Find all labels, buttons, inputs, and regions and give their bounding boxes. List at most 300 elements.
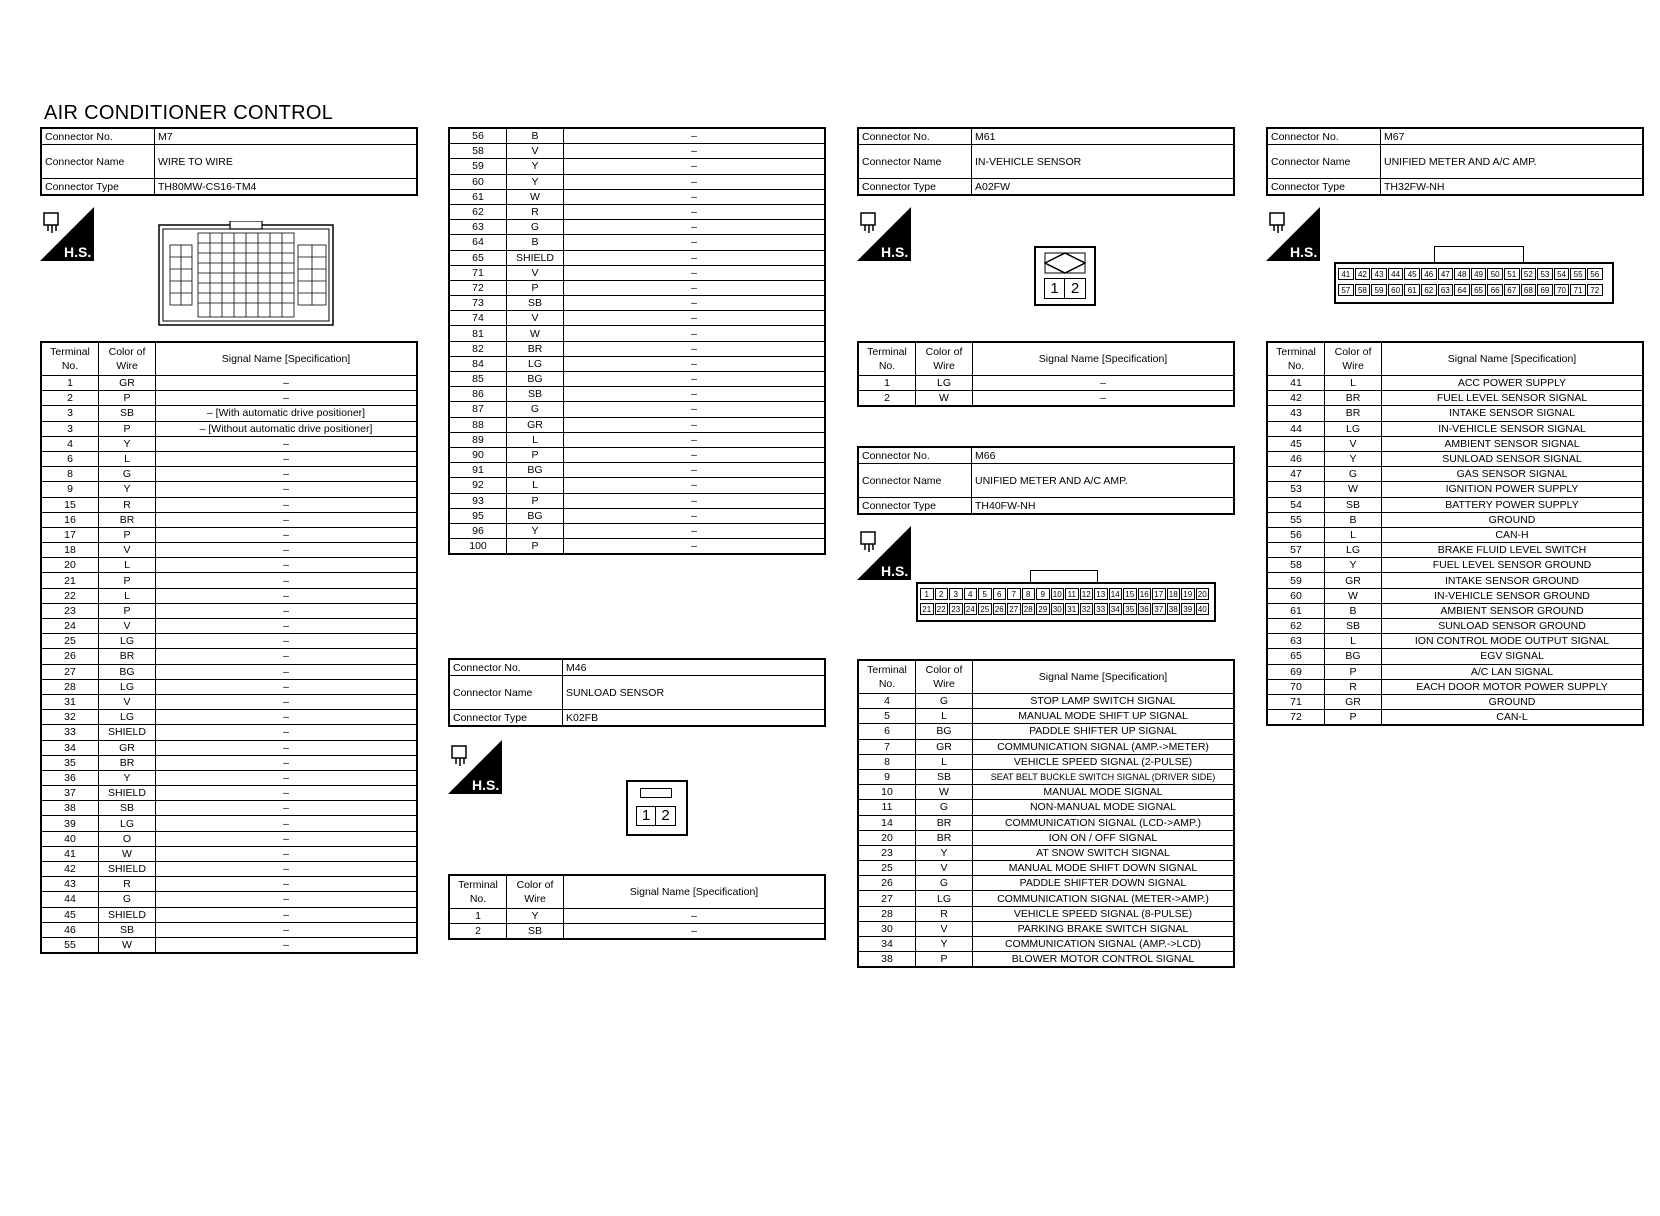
- terminal-no: 31: [41, 694, 99, 709]
- terminal-no: 45: [41, 907, 99, 922]
- terminal-no: 95: [449, 508, 507, 523]
- wire-color: BG: [1325, 649, 1382, 664]
- signal-name: COMMUNICATION SIGNAL (AMP.->METER): [973, 739, 1235, 754]
- wire-color: B: [1325, 512, 1382, 527]
- pin: 3: [949, 588, 963, 600]
- terminal-no-header: Terminal No.: [858, 342, 916, 376]
- signal-name: –: [564, 417, 826, 432]
- signal-name: GROUND: [1382, 512, 1644, 527]
- signal-name: –: [564, 311, 826, 326]
- terminal-no: 74: [449, 311, 507, 326]
- table-row: [1267, 679, 1643, 694]
- table-row: [41, 710, 417, 725]
- pin: 64: [1454, 284, 1470, 296]
- pin: 30: [1051, 603, 1065, 615]
- signal-name: –: [973, 391, 1235, 407]
- pin: 31: [1065, 603, 1079, 615]
- connector-type-label: Connector Type: [858, 498, 972, 515]
- wire-color: Y: [916, 937, 973, 952]
- connector-no-value: M7: [155, 128, 418, 145]
- wire-color: B: [507, 235, 564, 250]
- pin: 34: [1109, 603, 1123, 615]
- wire-color: SHIELD: [99, 907, 156, 922]
- table-row: [449, 417, 825, 432]
- connector-m66-face-icon: [916, 570, 1216, 622]
- connector-name-label: Connector Name: [449, 676, 563, 710]
- terminal-table-m46: [448, 874, 826, 940]
- table-row: [858, 845, 1234, 860]
- table-row: [1267, 573, 1643, 588]
- pin: 56: [1587, 268, 1603, 280]
- table-row: [449, 144, 825, 159]
- terminal-no: 44: [41, 892, 99, 907]
- wire-color: G: [916, 876, 973, 891]
- table-row: [1267, 649, 1643, 664]
- connector-name-value: UNIFIED METER AND A/C AMP.: [1381, 145, 1644, 179]
- table-row: [449, 280, 825, 295]
- connector-m46-face-icon: [626, 780, 688, 836]
- wire-color: SHIELD: [99, 862, 156, 877]
- hs-label: H.S.: [881, 563, 909, 579]
- terminal-no: 15: [41, 497, 99, 512]
- wire-color: SB: [99, 922, 156, 937]
- table-row: [41, 755, 417, 770]
- table-row: [449, 128, 825, 144]
- pin: 47: [1438, 268, 1454, 280]
- pin: 1: [1044, 278, 1065, 299]
- wire-color: V: [916, 861, 973, 876]
- table-row: [1267, 558, 1643, 573]
- terminal-no: 53: [1267, 482, 1325, 497]
- pin: 17: [1152, 588, 1166, 600]
- terminal-no: 8: [41, 467, 99, 482]
- terminal-no: 65: [1267, 649, 1325, 664]
- wire-color: GR: [916, 739, 973, 754]
- pin: 7: [1007, 588, 1021, 600]
- table-row: [41, 376, 417, 391]
- table-row: [449, 204, 825, 219]
- wire-color: GR: [1325, 573, 1382, 588]
- terminal-no: 56: [449, 128, 507, 144]
- table-row: [449, 402, 825, 417]
- pin: 72: [1587, 284, 1603, 296]
- terminal-no: 61: [449, 189, 507, 204]
- terminal-no: 72: [449, 280, 507, 295]
- wire-color: SHIELD: [99, 786, 156, 801]
- signal-name: –: [156, 376, 418, 391]
- terminal-no: 65: [449, 250, 507, 265]
- pin: 36: [1138, 603, 1152, 615]
- connector-m67-face-icon: [1334, 246, 1614, 304]
- connector-type-label: Connector Type: [1267, 179, 1381, 196]
- pin: 60: [1388, 284, 1404, 296]
- wire-color: G: [916, 694, 973, 709]
- wire-color: W: [99, 846, 156, 861]
- hs-label: H.S.: [1290, 244, 1318, 260]
- connector-m61: [857, 127, 1235, 196]
- wire-color: R: [507, 204, 564, 219]
- table-row: [858, 830, 1234, 845]
- table-row: [1267, 634, 1643, 649]
- connector-no-label: Connector No.: [1267, 128, 1381, 145]
- signal-name: EGV SIGNAL: [1382, 649, 1644, 664]
- pin: 26: [993, 603, 1007, 615]
- connector-name-label: Connector Name: [41, 145, 155, 179]
- wire-color: Y: [99, 436, 156, 451]
- terminal-no-header: Terminal No.: [1267, 342, 1325, 376]
- terminal-no: 46: [41, 922, 99, 937]
- terminal-no: 22: [41, 588, 99, 603]
- table-row: [449, 432, 825, 447]
- table-row: [449, 250, 825, 265]
- wire-color: V: [99, 694, 156, 709]
- pin: 1: [920, 588, 934, 600]
- signal-name: –: [156, 391, 418, 406]
- signal-name: –: [564, 235, 826, 250]
- table-row: [449, 924, 825, 940]
- terminal-no: 23: [858, 845, 916, 860]
- pin: 2: [1065, 278, 1086, 299]
- wire-color: Y: [507, 523, 564, 538]
- terminal-no: 92: [449, 478, 507, 493]
- table-row: [858, 861, 1234, 876]
- pin: 50: [1487, 268, 1503, 280]
- wire-color: BR: [99, 512, 156, 527]
- wire-color: SB: [916, 769, 973, 784]
- wire-color: W: [1325, 588, 1382, 603]
- signal-name: CAN-L: [1382, 710, 1644, 726]
- signal-header: Signal Name [Specification]: [564, 875, 826, 909]
- wire-color: P: [99, 527, 156, 542]
- wire-color: L: [507, 432, 564, 447]
- wire-color: W: [507, 189, 564, 204]
- signal-name: –: [564, 372, 826, 387]
- terminal-no: 10: [858, 785, 916, 800]
- wire-color: G: [99, 892, 156, 907]
- wire-color: BR: [99, 755, 156, 770]
- table-row: [1267, 406, 1643, 421]
- pin: 57: [1338, 284, 1354, 296]
- terminal-no: 5: [858, 709, 916, 724]
- signal-name: –: [156, 740, 418, 755]
- wire-color: P: [99, 391, 156, 406]
- connector-type-value: K02FB: [563, 710, 826, 727]
- signal-name: –: [564, 265, 826, 280]
- terminal-no: 25: [41, 634, 99, 649]
- wire-color: Y: [99, 770, 156, 785]
- table-row: [858, 376, 1234, 391]
- signal-name: VEHICLE SPEED SIGNAL (8-PULSE): [973, 906, 1235, 921]
- pin: 27: [1007, 603, 1021, 615]
- signal-name: PARKING BRAKE SWITCH SIGNAL: [973, 921, 1235, 936]
- signal-name: –: [973, 376, 1235, 391]
- wire-color: V: [916, 921, 973, 936]
- terminal-no: 71: [1267, 694, 1325, 709]
- terminal-no: 96: [449, 523, 507, 538]
- table-row: [858, 769, 1234, 784]
- terminal-no: 40: [41, 831, 99, 846]
- connector-type-label: Connector Type: [41, 179, 155, 196]
- table-row: [449, 311, 825, 326]
- table-row: [449, 909, 825, 924]
- pin: 21: [920, 603, 934, 615]
- signal-name: –: [156, 831, 418, 846]
- terminal-no: 47: [1267, 467, 1325, 482]
- signal-name: –: [564, 387, 826, 402]
- signal-name: –: [564, 220, 826, 235]
- signal-name: MANUAL MODE SIGNAL: [973, 785, 1235, 800]
- pin: 32: [1080, 603, 1094, 615]
- table-row: [41, 634, 417, 649]
- signal-name: –: [156, 710, 418, 725]
- wire-color: W: [1325, 482, 1382, 497]
- terminal-no: 89: [449, 432, 507, 447]
- table-row: [1267, 391, 1643, 406]
- wire-color: LG: [1325, 421, 1382, 436]
- terminal-no: 2: [449, 924, 507, 940]
- table-row: [41, 694, 417, 709]
- signal-name: –: [156, 877, 418, 892]
- wire-color: L: [916, 754, 973, 769]
- terminal-no: 1: [41, 376, 99, 391]
- terminal-no: 20: [858, 830, 916, 845]
- pin: 49: [1471, 268, 1487, 280]
- terminal-no: 21: [41, 573, 99, 588]
- wire-color: BG: [99, 664, 156, 679]
- table-row: [41, 421, 417, 436]
- pin: 55: [1570, 268, 1586, 280]
- terminal-no: 70: [1267, 679, 1325, 694]
- signal-name: –: [156, 937, 418, 953]
- wire-color: P: [1325, 710, 1382, 726]
- table-row: [449, 356, 825, 371]
- terminal-no: 27: [41, 664, 99, 679]
- pin: 29: [1036, 603, 1050, 615]
- wire-color: Y: [507, 174, 564, 189]
- table-row: [858, 694, 1234, 709]
- signal-name: GAS SENSOR SIGNAL: [1382, 467, 1644, 482]
- connector-m61-face-icon: [1034, 246, 1096, 306]
- terminal-no: 34: [858, 937, 916, 952]
- terminal-no: 100: [449, 539, 507, 555]
- wire-color: W: [916, 391, 973, 407]
- table-row: [1267, 588, 1643, 603]
- signal-name: COMMUNICATION SIGNAL (METER->AMP.): [973, 891, 1235, 906]
- wire-color: P: [507, 447, 564, 462]
- table-row: [1267, 710, 1643, 726]
- connector-no-value: M67: [1381, 128, 1644, 145]
- signal-name: – [With automatic drive positioner]: [156, 406, 418, 421]
- connector-no-value: M46: [563, 659, 826, 676]
- wire-color: Y: [1325, 558, 1382, 573]
- signal-header: Signal Name [Specification]: [973, 660, 1235, 694]
- terminal-no: 43: [41, 877, 99, 892]
- wire-color: L: [99, 451, 156, 466]
- terminal-no: 86: [449, 387, 507, 402]
- pin: 18: [1167, 588, 1181, 600]
- table-row: [41, 482, 417, 497]
- pin: 28: [1022, 603, 1036, 615]
- terminal-no: 9: [41, 482, 99, 497]
- terminal-no: 62: [449, 204, 507, 219]
- pin: 68: [1521, 284, 1537, 296]
- signal-name: –: [156, 619, 418, 634]
- pin: 63: [1438, 284, 1454, 296]
- signal-header: Signal Name [Specification]: [156, 342, 418, 376]
- harness-side-icon: [448, 740, 502, 794]
- hs-label: H.S.: [64, 244, 92, 260]
- signal-name: PADDLE SHIFTER DOWN SIGNAL: [973, 876, 1235, 891]
- wire-color: LG: [99, 816, 156, 831]
- pin: 39: [1181, 603, 1195, 615]
- terminal-table-m7: [40, 341, 418, 954]
- table-row: [1267, 603, 1643, 618]
- signal-name: –: [564, 508, 826, 523]
- terminal-no: 41: [41, 846, 99, 861]
- color-header: Color of Wire: [916, 660, 973, 694]
- terminal-no: 6: [41, 451, 99, 466]
- wire-color: P: [916, 952, 973, 968]
- signal-name: –: [564, 280, 826, 295]
- table-row: [1267, 694, 1643, 709]
- terminal-no: 57: [1267, 543, 1325, 558]
- wire-color: R: [1325, 679, 1382, 694]
- table-row: [1267, 436, 1643, 451]
- terminal-table-m61: [857, 341, 1235, 407]
- wire-color: SB: [507, 924, 564, 940]
- terminal-no-header: Terminal No.: [858, 660, 916, 694]
- pin: 1: [636, 806, 656, 826]
- terminal-no: 20: [41, 558, 99, 573]
- page-title: AIR CONDITIONER CONTROL: [44, 102, 334, 124]
- terminal-no: 72: [1267, 710, 1325, 726]
- table-row: [449, 539, 825, 555]
- table-row: [858, 800, 1234, 815]
- terminal-no-header: Terminal No.: [41, 342, 99, 376]
- terminal-table-m67: [1266, 341, 1644, 726]
- pin: 6: [993, 588, 1007, 600]
- wire-color: P: [1325, 664, 1382, 679]
- wire-color: LG: [507, 356, 564, 371]
- table-row: [449, 387, 825, 402]
- pin: 70: [1554, 284, 1570, 296]
- pin: 10: [1051, 588, 1065, 600]
- signal-name: SEAT BELT BUCKLE SWITCH SIGNAL (DRIVER SIDE): [973, 769, 1235, 784]
- terminal-no: 69: [1267, 664, 1325, 679]
- terminal-no: 8: [858, 754, 916, 769]
- terminal-no: 28: [858, 906, 916, 921]
- wire-color: BR: [507, 341, 564, 356]
- wire-color: V: [99, 619, 156, 634]
- signal-name: –: [156, 497, 418, 512]
- table-row: [41, 497, 417, 512]
- harness-side-icon: [857, 526, 911, 580]
- wire-color: B: [507, 128, 564, 144]
- connector-m7-face-icon: [158, 221, 334, 327]
- table-row: [41, 862, 417, 877]
- terminal-no: 56: [1267, 527, 1325, 542]
- table-row: [41, 816, 417, 831]
- pin: 62: [1421, 284, 1437, 296]
- signal-name: FUEL LEVEL SENSOR GROUND: [1382, 558, 1644, 573]
- table-row: [858, 739, 1234, 754]
- pin: 11: [1065, 588, 1079, 600]
- wire-color: V: [99, 543, 156, 558]
- pin: 69: [1537, 284, 1553, 296]
- signal-name: –: [156, 892, 418, 907]
- connector-name-label: Connector Name: [858, 145, 972, 179]
- signal-name: AMBIENT SENSOR GROUND: [1382, 603, 1644, 618]
- table-row: [41, 922, 417, 937]
- table-row: [1267, 543, 1643, 558]
- pin: 53: [1537, 268, 1553, 280]
- terminal-no: 59: [449, 159, 507, 174]
- signal-name: –: [564, 463, 826, 478]
- signal-name: –: [564, 539, 826, 555]
- wire-color: BR: [916, 815, 973, 830]
- pin: 45: [1404, 268, 1420, 280]
- wire-color: W: [507, 326, 564, 341]
- signal-name: –: [156, 816, 418, 831]
- color-header: Color of Wire: [99, 342, 156, 376]
- signal-name: –: [564, 204, 826, 219]
- signal-name: –: [156, 436, 418, 451]
- signal-name: –: [156, 573, 418, 588]
- wire-color: W: [916, 785, 973, 800]
- table-row: [41, 588, 417, 603]
- signal-name: AMBIENT SENSOR SIGNAL: [1382, 436, 1644, 451]
- terminal-no: 84: [449, 356, 507, 371]
- connector-type-value: TH80MW-CS16-TM4: [155, 179, 418, 196]
- wire-color: L: [1325, 634, 1382, 649]
- connector-no-label: Connector No.: [858, 128, 972, 145]
- connector-no-value: M66: [972, 447, 1235, 464]
- wire-color: W: [99, 937, 156, 953]
- terminal-no: 45: [1267, 436, 1325, 451]
- pin: 61: [1404, 284, 1420, 296]
- pin: 42: [1355, 268, 1371, 280]
- pin: 38: [1167, 603, 1181, 615]
- pin: 54: [1554, 268, 1570, 280]
- table-row: [449, 447, 825, 462]
- pin: 12: [1080, 588, 1094, 600]
- terminal-no: 46: [1267, 451, 1325, 466]
- table-row: [449, 159, 825, 174]
- terminal-table-m66: [857, 659, 1235, 968]
- signal-name: EACH DOOR MOTOR POWER SUPPLY: [1382, 679, 1644, 694]
- pin: 43: [1371, 268, 1387, 280]
- connector-m67: [1266, 127, 1644, 196]
- signal-name: –: [156, 846, 418, 861]
- terminal-no: 30: [858, 921, 916, 936]
- table-row: [1267, 619, 1643, 634]
- table-row: [858, 906, 1234, 921]
- signal-name: –: [564, 478, 826, 493]
- signal-name: SUNLOAD SENSOR GROUND: [1382, 619, 1644, 634]
- connector-no-label: Connector No.: [858, 447, 972, 464]
- connector-info-table: [40, 127, 418, 196]
- wire-color: SB: [507, 387, 564, 402]
- signal-name: –: [156, 527, 418, 542]
- terminal-no: 4: [41, 436, 99, 451]
- signal-name: MANUAL MODE SHIFT UP SIGNAL: [973, 709, 1235, 724]
- table-row: [41, 937, 417, 953]
- signal-header: Signal Name [Specification]: [973, 342, 1235, 376]
- terminal-no: 2: [41, 391, 99, 406]
- table-row: [41, 436, 417, 451]
- terminal-no: 85: [449, 372, 507, 387]
- table-row: [1267, 527, 1643, 542]
